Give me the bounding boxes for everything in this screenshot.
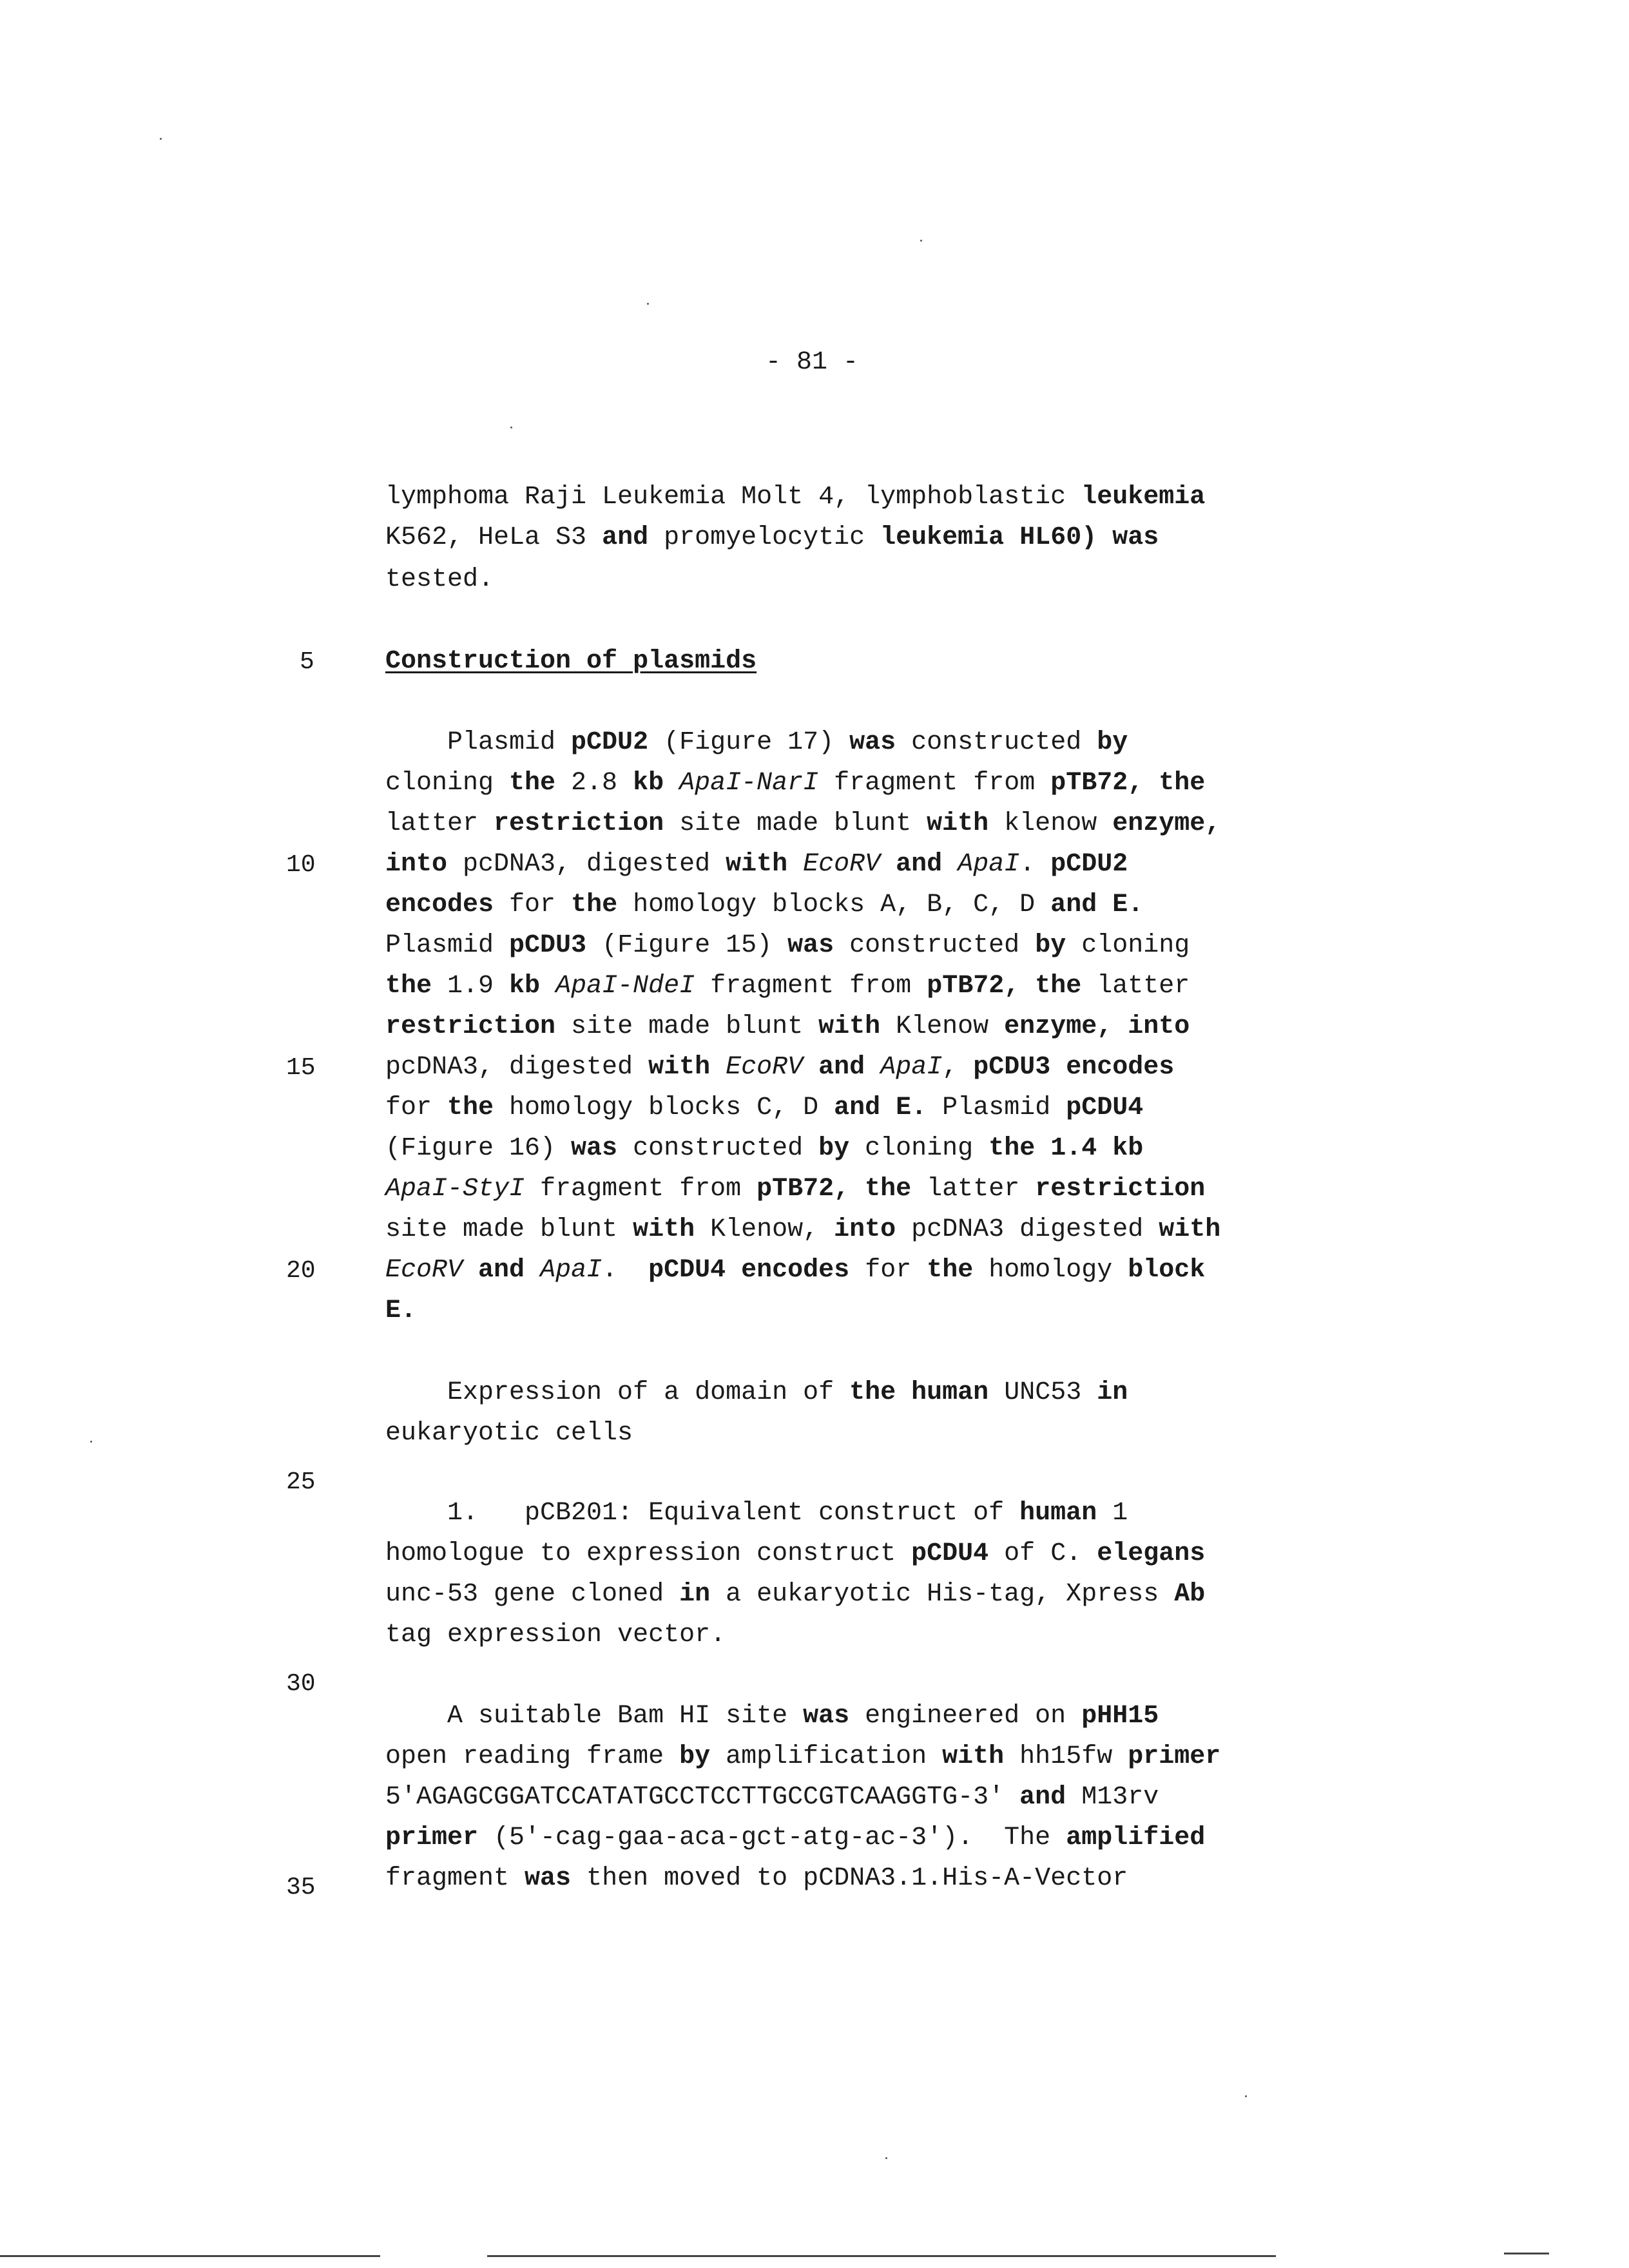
paragraph4-line-1: A suitable Bam HI site was engineered on pHH15 [385, 1702, 1159, 1731]
section-heading: Construction of plasmids [385, 647, 757, 676]
paragraph4-line-5: fragment was then moved to pCDNA3.1.His-A-Vector [385, 1864, 1128, 1893]
paragraph1-line-2: cloning the 2.8 kb ApaI-NarI fragment from pTB72, the [385, 769, 1206, 798]
paragraph1-line-9: pcDNA3, digested with EcoRV and ApaI, pCDU3 encodes [385, 1053, 1175, 1082]
paragraph1-line-5: encodes for the homology blocks A, B, C, D and E. [385, 890, 1144, 919]
line-number-15: 15 [286, 1054, 316, 1082]
paragraph2-line-1: Expression of a domain of the human UNC53 in [385, 1378, 1128, 1407]
paragraph1-line-8: restriction site made blunt with Klenow enzyme, into [385, 1012, 1190, 1041]
scan-edge-line [0, 2255, 380, 2257]
paragraph3-line-1: 1. pCB201: Equivalent construct of human 1 [385, 1499, 1128, 1528]
scan-edge-line [1504, 2253, 1549, 2254]
line-number-5: 5 [300, 648, 314, 676]
paragraph1-line-6: Plasmid pCDU3 (Figure 15) was constructed by cloning [385, 931, 1190, 960]
scan-edge-line [487, 2255, 1276, 2257]
paragraph1-line-12: ApaI-StyI fragment from pTB72, the latter restriction [385, 1175, 1206, 1204]
paragraph3-line-2: homologue to expression construct pCDU4 of C. elegans [385, 1539, 1206, 1568]
paragraph1-line-15: E. [385, 1296, 417, 1325]
paragraph1-line-10: for the homology blocks C, D and E. Plasmid pCDU4 [385, 1093, 1144, 1122]
scan-speck [885, 2157, 887, 2159]
paragraph1-line-4: into pcDNA3, digested with EcoRV and ApaI. pCDU2 [385, 850, 1128, 879]
paragraph1-line-13: site made blunt with Klenow, into pcDNA3 digested with [385, 1215, 1221, 1244]
scan-speck [1245, 2095, 1247, 2097]
scan-speck [920, 240, 922, 242]
line-number-20: 20 [286, 1257, 316, 1285]
paragraph4-line-2: open reading frame by amplification with hh15fw primer [385, 1742, 1221, 1771]
scan-speck [90, 1441, 92, 1443]
paragraph1-line-1: Plasmid pCDU2 (Figure 17) was constructed by [385, 728, 1128, 757]
paragraph1-line-7: the 1.9 kb ApaI-NdeI fragment from pTB72, the latter [385, 972, 1190, 1001]
line-number-35: 35 [286, 1874, 316, 1901]
page-number: - 81 - [766, 348, 859, 377]
paragraph1-line-3: latter restriction site made blunt with klenow enzyme, [385, 809, 1221, 838]
intro-line-1: lymphoma Raji Leukemia Molt 4, lymphoblastic leukemia [385, 483, 1206, 512]
scan-speck [647, 303, 649, 305]
paragraph3-line-3: unc-53 gene cloned in a eukaryotic His-tag, Xpress Ab [385, 1580, 1206, 1609]
paragraph2-line-2: eukaryotic cells [385, 1419, 633, 1448]
line-number-10: 10 [286, 851, 316, 879]
paragraph3-line-4: tag expression vector. [385, 1620, 726, 1649]
line-number-25: 25 [286, 1468, 316, 1496]
paragraph1-line-11: (Figure 16) was constructed by cloning the 1.4 kb [385, 1134, 1144, 1163]
intro-line-2: K562, HeLa S3 and promyelocytic leukemia HL60) was [385, 523, 1159, 552]
line-number-30: 30 [286, 1670, 316, 1698]
paragraph4-line-3: 5'AGAGCGGATCCATATGCCTCCTTGCCGTCAAGGTG-3' and M13rv [385, 1783, 1159, 1812]
scan-speck [510, 427, 512, 428]
paragraph1-line-14: EcoRV and ApaI. pCDU4 encodes for the homology block [385, 1256, 1206, 1285]
scan-speck [160, 138, 162, 140]
intro-line-3: tested. [385, 565, 494, 594]
paragraph4-line-4: primer (5'-cag-gaa-aca-gct-atg-ac-3'). The amplified [385, 1823, 1206, 1852]
